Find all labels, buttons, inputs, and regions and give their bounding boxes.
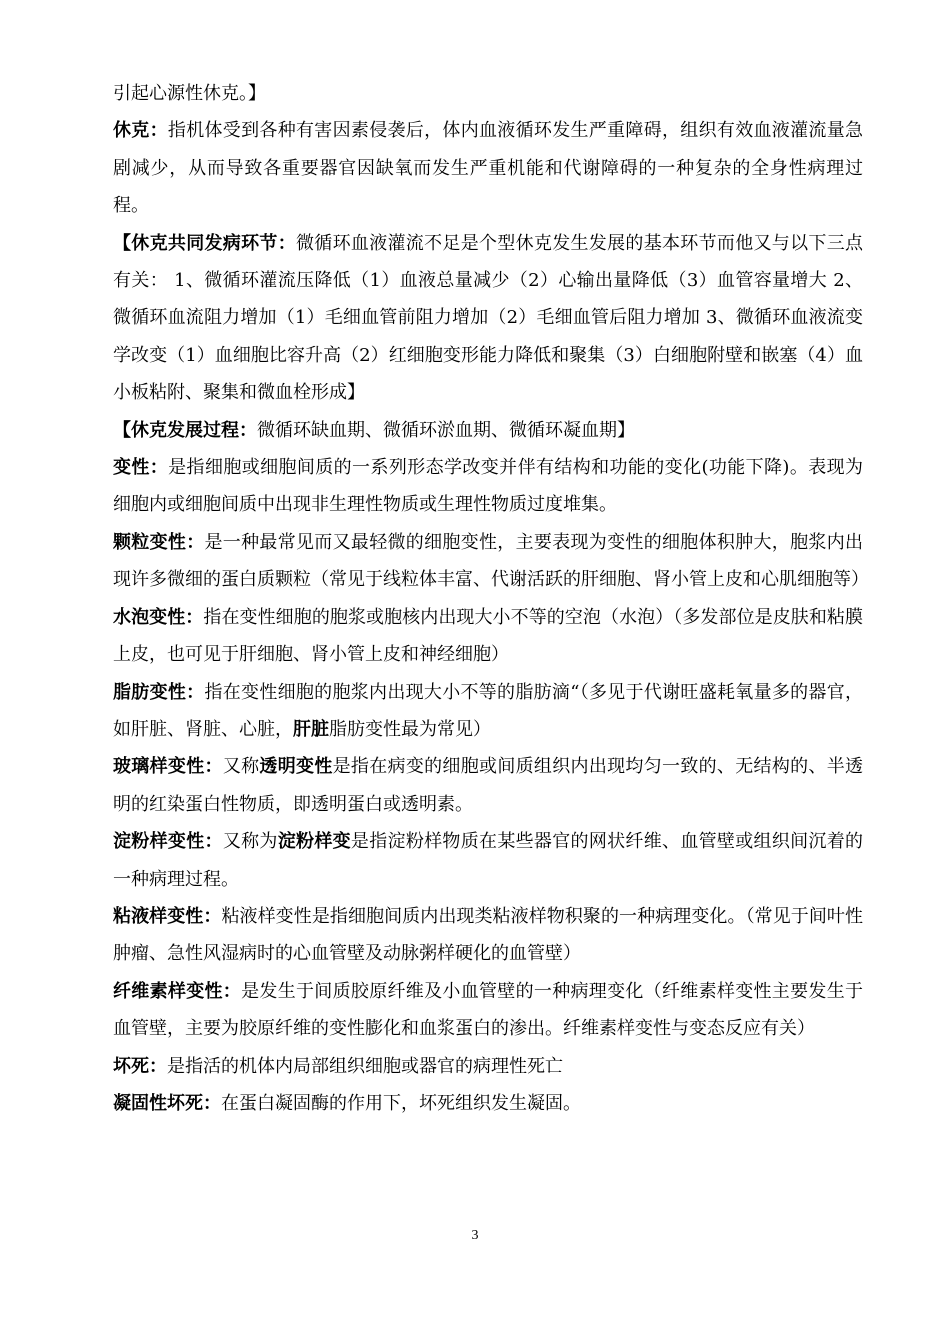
paragraph-text: 在蛋白凝固酶的作用下，坏死组织发生凝固。 <box>221 1092 581 1114</box>
paragraph-vacuolar-degeneration <box>113 599 863 674</box>
paragraph-text: 又称 <box>222 756 260 778</box>
paragraph-mucoid-degeneration <box>113 898 863 973</box>
paragraph-text: 是发生于间质胶原纤维及小血管壁的一种病理变化（纤维素样变性主要发生于血管壁，主要为胶原纤维的变性膨化和血浆蛋白的渗出。纤维素样变性与变态反应有关） <box>113 980 864 1040</box>
term-label: 粘液样变性： <box>113 905 222 927</box>
paragraph-text: 是指淀粉样物质在某些器官的网状纤维、血管壁或组织间沉着的一种病理过程。 <box>113 831 864 890</box>
paragraph-text: 微循环缺血期、微循环淤血期、微循环凝血期】 <box>257 419 635 441</box>
term-label: 【休克发展过程： <box>113 419 257 441</box>
paragraph-granular-degeneration <box>113 524 869 599</box>
term-label: 变性： <box>113 457 169 479</box>
emphasis-text: 肝脏 <box>293 718 329 740</box>
term-label: 休克： <box>113 120 168 142</box>
paragraph-text: 是指在病变的细胞或间质组织内出现均匀一致的、无结构的、半透明的红染蛋白性物质，即透明蛋白或透明素。 <box>113 756 864 815</box>
paragraph-text: 微循环血液灌流不足是个型休克发生发展的基本环节而他又与以下三点有关： 1、微循环灌流压降低（1）血液总量减少（2）心输出量降低（3）血管容量增大 2、微循环血流阻力增加（1）毛细血管前阻力增加（2）毛细血管后阻力增加 3、微循环血液流变学改变（1）血细胞比容升高（2）红细胞变形能力降低和聚集（3）白细胞附壁和嵌塞（4）血小板粘附、聚集和微血栓形成】 <box>113 232 863 404</box>
paragraph-coagulative-necrosis <box>113 1085 863 1122</box>
paragraph-degeneration <box>113 449 863 524</box>
paragraph-text: 又称为 <box>222 831 278 853</box>
paragraph-text: 脂肪变性最为常见） <box>329 718 491 740</box>
paragraph-text: 指在变性细胞的胞浆内出现大小不等的脂肪滴“（多见于代谢旺盛耗氧量多的器官，如肝脏、肾脏、心脏， <box>113 681 864 740</box>
emphasis-text: 透明变性 <box>259 756 333 778</box>
paragraph-hyaline-degeneration <box>113 748 863 823</box>
emphasis-text: 淀粉样变 <box>277 831 351 853</box>
term-label: 颗粒变性： <box>113 531 205 553</box>
paragraph-text: 指在变性细胞的胞浆或胞核内出现大小不等的空泡（水泡）（多发部位是皮肤和粘膜上皮，也可见于肝细胞、肾小管上皮和神经细胞） <box>113 606 864 666</box>
paragraph-text: 指机体受到各种有害因素侵袭后，体内血液循环发生严重障碍，组织有效血液灌流量急剧减少，从而导致各重要器官因缺氧而发生严重机能和代谢障碍的一种复杂的全身性病理过程。 <box>113 120 864 217</box>
paragraph-shock-cause-end <box>113 75 863 112</box>
paragraph-text: 是指细胞或细胞间质的一系列形态学改变并伴有结构和功能的变化(功能下降)。表现为细胞内或细胞间质中出现非生理性物质或生理性物质过度堆集。 <box>113 457 863 516</box>
term-label: 坏死： <box>113 1055 167 1077</box>
paragraph-amyloid-degeneration <box>113 823 863 898</box>
paragraph-text: 是指活的机体内局部组织细胞或器官的病理性死亡 <box>167 1055 563 1077</box>
paragraph-shock-definition <box>113 112 863 224</box>
document-body <box>113 75 869 1122</box>
term-label: 凝固性坏死： <box>113 1092 221 1114</box>
term-label: 【休克共同发病环节： <box>113 232 296 254</box>
paragraph-text: 粘液样变性是指细胞间质内出现类粘液样物积聚的一种病理变化。（常见于间叶性肿瘤、急性风湿病时的心血管壁及动脉粥样硬化的血管壁） <box>113 905 864 965</box>
term-label: 水泡变性： <box>113 606 204 628</box>
term-label: 淀粉样变性： <box>113 831 223 853</box>
paragraph-shock-stages <box>113 412 863 449</box>
term-label: 玻璃样变性： <box>113 756 223 778</box>
page-number: 3 <box>471 1228 479 1243</box>
paragraph-shock-pathogenesis <box>113 225 863 412</box>
paragraph-text: 引起心源性休克。】 <box>113 83 266 104</box>
term-label: 纤维素样变性： <box>113 980 242 1002</box>
term-label: 脂肪变性： <box>113 681 205 703</box>
paragraph-fatty-degeneration <box>113 674 863 749</box>
paragraph-necrosis <box>113 1048 863 1085</box>
paragraph-text: 是一种最常见而又最轻微的细胞变性，主要表现为变性的细胞体积肿大，胞浆内出现许多微细的蛋白质颗粒（常见于线粒体丰富、代谢活跃的肝细胞、肾小管上皮和心肌细胞等） <box>113 531 869 591</box>
paragraph-fibrinoid-degeneration <box>113 973 863 1048</box>
